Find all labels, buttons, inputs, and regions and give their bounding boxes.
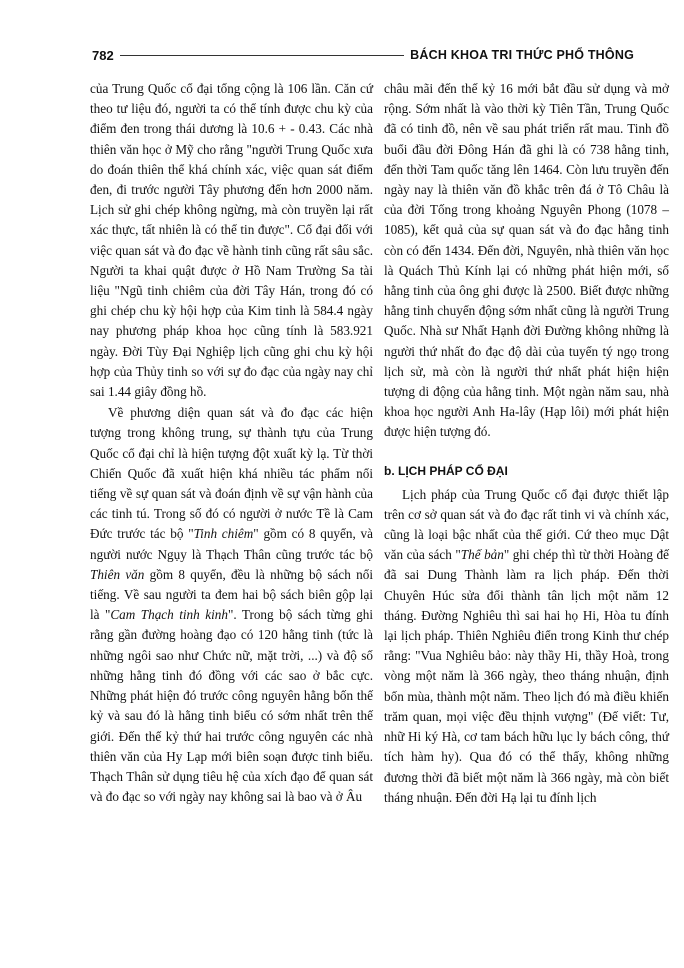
paragraph — [384, 485, 669, 808]
text-run: " gồm có 8 quyển, và người nước Ngụy là Thạch Thân cũng trước tác bộ — [90, 526, 373, 562]
page-header — [92, 46, 634, 64]
text-run: " ghi chép thì từ thời Hoàng đế đã sai Dung Thành làm ra lịch pháp. Đến thời Chuyên Húc sửa đổi thành tân lịch một năm 12 tháng. Đường Nghiêu thì sai hai họ Hi, Hòa tu đính lại lịch pháp. Thiên Nghiêu điển trong Kinh thư chép rằng: "Vua Nghiêu bảo: này thầy Hi, thầy Hoà, trong vòng một năm là 366 ngày, theo tháng nhuận, định bốn mùa, thành một năm. Theo lịch đó mà điều khiến trăm quan, mọi việc đều thịnh vượng" (Đế viết: Tư, nhữ Hi ký Hà, cơ tam bách hữu lục ly bách công, thứ tích hàm hy). Qua đó có thể thấy, không những đương thời đã biết một năm là 366 ngày, mà còn biết tháng nhuận. Đến đời Hạ lại tu đính lịch — [384, 547, 669, 805]
book-title: Thế bản — [460, 547, 504, 563]
paragraph: của Trung Quốc cổ đại tổng cộng là 106 lần. Căn cứ theo tư liệu đó, người ta có thể tính được chu kỳ của điểm đen trong thái dương là 10.6 + - 0.43. Các nhà thiên văn học ở Mỹ cho rằng "người Trung Quốc xưa do đoán thiên thể khá chính xác, việc quan sát điểm đen, đi trước người Tây phương đến hơn 2000 năm. Lịch sử ghi chép không ngừng, mà còn truyền lại rất xác thực, tất nhiên là có thể tin được". Cổ đại đối với việc quan sát và đo đạc về hành tinh cũng rất sâu sắc. Người ta khai quật được ở Hồ Nam Trường Sa tài liệu "Ngũ tinh chiêm của đời Tây Hán, trong đó có ghi chép chu kỳ hội hợp của Kim tinh là 584.4 ngày nay phương pháp khoa học cũng tính là 583.921 ngày. Đời Tùy Đại Nghiệp lịch cũng ghi chu kỳ hội hợp của Thủy tinh so với sự đo đạc của ngày nay chỉ sai 1.44 giây đồng hồ. — [90, 81, 373, 400]
text-run: Lịch pháp của Trung Quốc cổ đại được thiết lập trên cơ sở quan sát và đo đạc rất tinh vi và chính xác, cũng là loại bậc nhất của thế giới. Cứ theo mục Dật văn của sách " — [384, 486, 669, 563]
paragraph: châu mãi đến thế kỷ 16 mới bắt đầu sử dụng và mở rộng. Sớm nhất là vào thời kỳ Tiên Tần, Trung Quốc đã có tinh đồ, nên về sau phát triển rất mau. Tinh đồ buổi đầu đời Đông Hán đã ghi là có 738 hằng tinh, đến thời Tam quốc tăng lên 1464. Còn lưu truyền đến ngày nay là thiên văn đồ khắc trên đá ở Tô Châu là của đời Tống trong khoảng Nguyên Phong (1078 – 1085), kết quả của sự quan sát và đo đạc hằng tinh còn có đến 1434. Đến đời, Nguyên, nhà thiên văn học là Quách Thủ Kính lại có những phát hiện mới, số hằng tinh của ông ghi được là 2500. Biết được những hằng tinh chuyển động sớm nhất cũng là người Trung Quốc. Nhà sư Nhất Hạnh đời Đường không những là người thứ nhất đo đạc độ dài của tuyến tý ngọ trong lịch sử, mà còn là người thứ nhất phát hiện hiện tượng di động của hằng tinh. Một ngàn năm sau, nhà khoa học người Anh Ha-lây (Hạp lôi) mới phát hiện được hiện tượng đó. — [384, 81, 669, 440]
text-run: gồm 8 quyển, đều là những bộ sách nổi tiếng. Về sau người ta đem hai bộ sách biên gộp lại là " — [90, 566, 373, 623]
paragraph — [90, 403, 373, 807]
book-title: Cam Thạch tinh kinh — [110, 607, 228, 623]
book-title: Tinh chiêm — [193, 526, 254, 542]
section-heading: b. LỊCH PHÁP CỔ ĐẠI — [384, 463, 508, 478]
right-column — [384, 79, 669, 808]
left-column — [90, 79, 373, 807]
running-title: BÁCH KHOA TRI THỨC PHỔ THÔNG — [410, 48, 634, 62]
book-title: Thiên văn — [90, 566, 145, 582]
text-run: ". Trong bộ sách từng ghi rằng gần đường hoàng đạo có 120 hằng tinh (tức là những ngôi sao như Chức nữ, mặt trời, ...) và độ số những hằng tinh đó đồng với các sao ở bắc cực. Những phát hiện đó trước công nguyên hằng bốn thế kỷ và sau đó là hằng tinh biểu có sớm nhất trên thế giới. Đến thế kỷ thứ hai trước công nguyên các nhà thiên văn của Hy Lạp mới biên soạn được tinh biểu. Thạch Thân sử dụng tiêu hệ của xích đạo để quan sát và đo đạc so với ngày nay không sai là bao và ở Âu — [90, 607, 374, 805]
header-rule — [120, 55, 404, 56]
text-run: Về phương diện quan sát và đo đạc các hiện tượng trong không trung, sự thành tựu của Trung Quốc cổ đại chỉ là hiện tượng đột xuất kỳ lạ. Từ thời Chiến Quốc đã xuất hiện khá nhiều tác phẩm nổi tiếng về sự quan sát và đoán định về sự vận hành của các tinh tú. Trong số đó có người ở nước Tề là Cam Đức trước tác bộ " — [90, 405, 373, 542]
page-number: 782 — [92, 47, 114, 63]
